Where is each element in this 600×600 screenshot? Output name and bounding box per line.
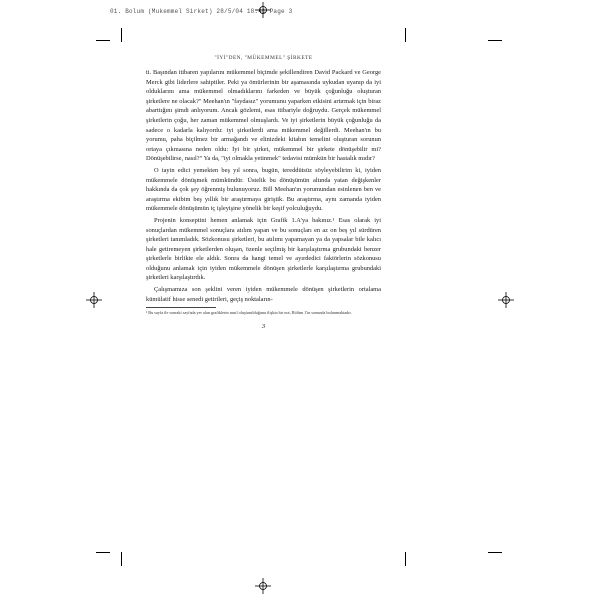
registration-mark-left [86,292,102,308]
paragraph-2: O tayin edici yemekten beş yıl sonra, bugün, tereddütsüz söyleyebilirim ki, iyiden mükemmele dönüşmek mümkündür. Üstelik bu dönüşümün altında yatan değişkenler hakkında da çok şey öğrenmiş bulunuyoruz. Bill Meehan'ın yorumundan esinlenen ben ve araştırma ekibim beş yıllık bir araştırmaya giriştik. Bu araştırma, aynı zamanda iyiden mükemmele dönüşümün iç işleyişine yönelik bir keşif yolculuğuydu. [146,166,381,213]
crop-mark-left-top [96,40,110,41]
book-page [146,55,381,330]
registration-mark-top [255,2,271,18]
paragraph-4: Çalışmamıza son şeklini veren iyiden mükemmele dönüşen şirketlerin ortalama kümülatif hisse senedi getirileri, geçiş noktaların- [146,286,381,303]
paragraph-1: ti. Başından itibaren yapılarını mükemmel biçimde şekillendiren David Packard ve George Merck gibi liderlere sahiptiler. Peki ya ömürlerinin bir aşamasında uykudan uyanıp da iyi olduklarını ama mükemmel olmadıklarını farkeden ve büyük çoğunluğu oluşturan şirketlere ne olacak?" Meehan'ın "faydasız" yorumunu yaparken etkisini artırmak için biraz abarttığını şimdi anlıyorum. Ancak gözlemi, esas itibariyle doğruydu. Gerçek mükemmel şirketlerin çoğu, her zaman mükemmel olmuşlardı. Ve iyi şirketlerin büyük çoğunluğu da sadece o kadarla kalıyordu: iyi şirketlerdi ama mükemmel değillerdi. Meehan'ın bu yorumu, paha biçilmez bir armağandı ve elinizdeki kitabın temelini oluşturan sorunun ortaya çıkmasına neden oldu: İyi bir şirket, mükemmel bir şirkete dönüşebilir mi? Dönüşebilirse, nasıl?" Ya da, "iyi olmakla yetinmek" tedavisi mümkün bir hastalık mıdır? [146,69,381,163]
running-head: "İYİ"DEN, "MÜKEMMEL" ŞİRKETE [214,55,313,61]
registration-mark-bottom [255,578,271,594]
footnote-rule [146,307,216,308]
crop-mark-top-right [405,28,406,42]
crop-mark-right-bottom [488,552,502,553]
print-slug: 01. Bolum (Mukemmel Sirket) 28/5/04 18:41 Page 3 [110,8,293,15]
crop-mark-bottom-left [121,552,122,566]
footnote: ¹ Bu sayfa ile sonraki sayfada yer alan grafiklerin nasıl oluşturulduğunu ilişkin bir not, Bölüm 1'in sonunda bulunmaktadır. [146,309,352,315]
crop-mark-right-top [488,40,502,41]
crop-mark-top-left [121,28,122,42]
crop-mark-left-bottom [96,552,110,553]
page-number: 3 [261,323,266,331]
crop-mark-bottom-right [405,552,406,566]
paragraph-3: Projenin konseptini hemen anlamak için Grafik 1.A'ya bakınız.¹ Esas olarak iyi sonuçlardan mükemmel sonuçlara atılım yapan ve bu sonuçları en az on beş yıl sürdüren şirketleri tanımladık. Sözkonusu şirketleri, bu atılımı yapamayan ya da yapsalar bile kalıcı hale getiremeyen şirketlerden oluşan, özenle seçilmiş bir karşılaştırma grubundaki benzer şirketlerle birlikte ele aldık. Sonra da hangi temel ve ayırdedici faktörlerin sözkonusu olduğunu anlamak için iyiden mükemmele dönüşen şirketlerle karşılaştırma grubundaki şirketleri karşılaştırdık. [146,216,381,282]
body-text [146,68,381,304]
registration-mark-right [498,292,514,308]
